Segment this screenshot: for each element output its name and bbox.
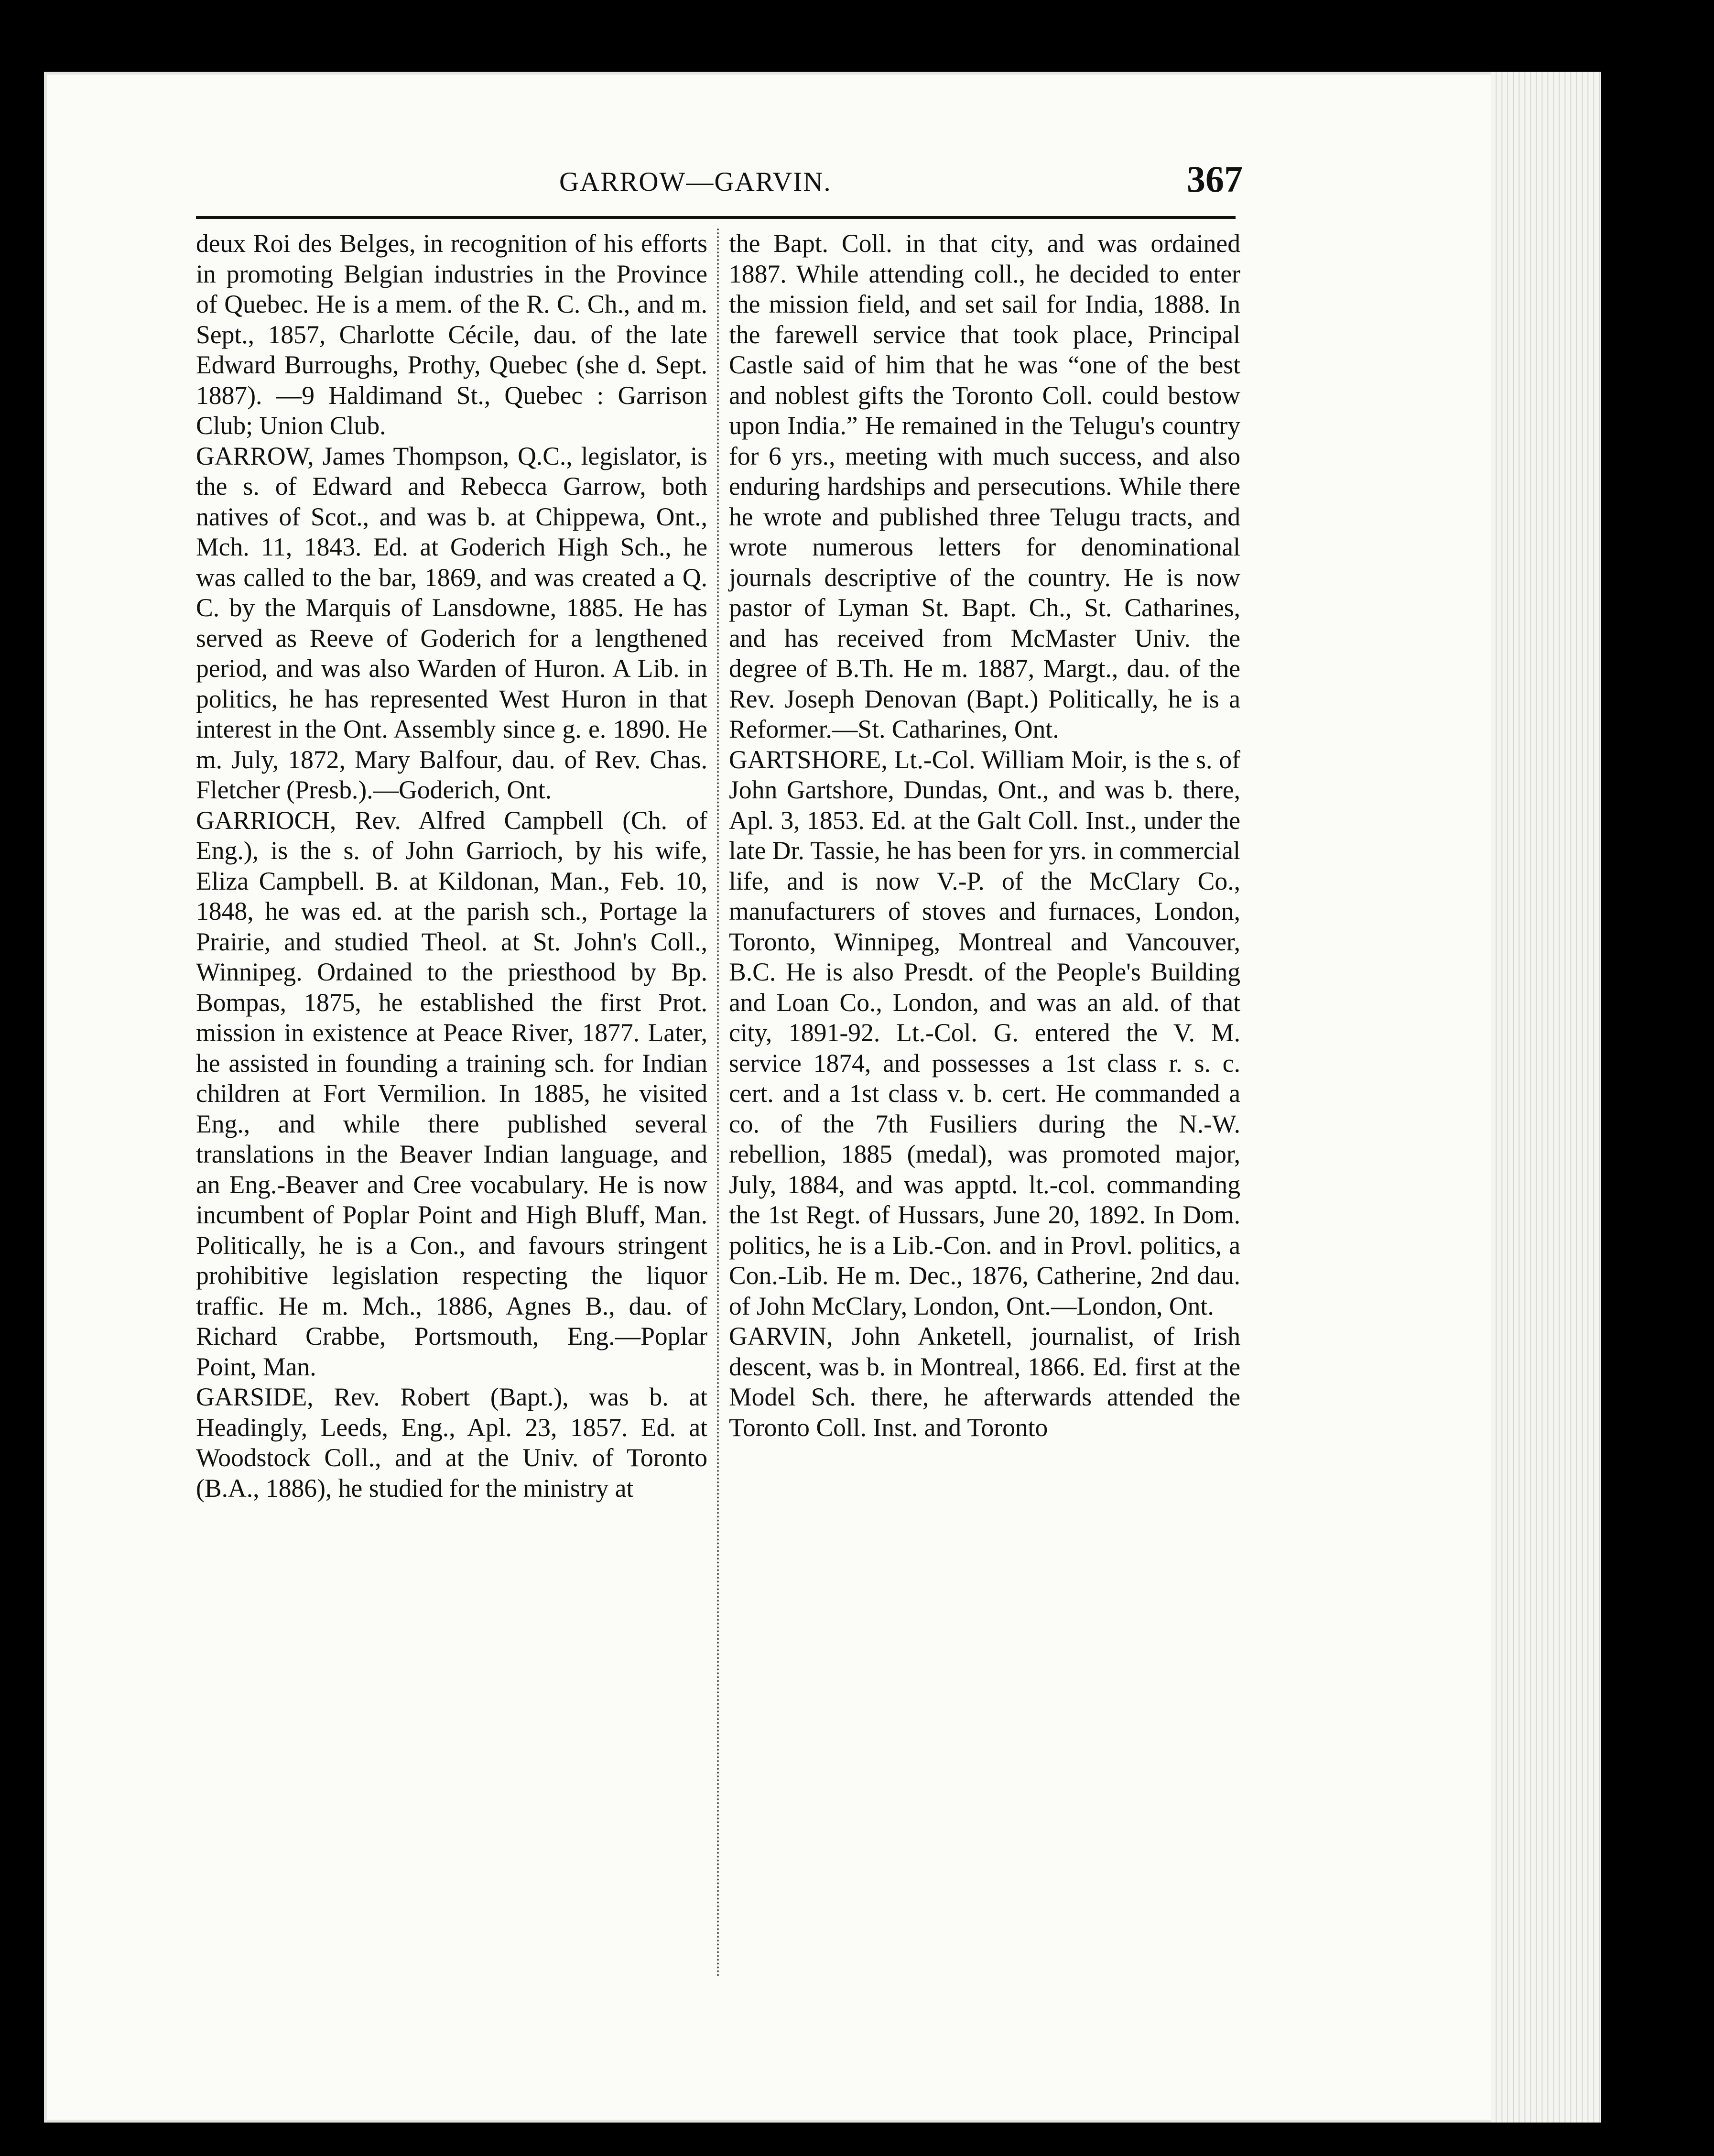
running-head: GARROW—GARVIN. [559,167,832,197]
header-rule [196,216,1236,219]
right-column [729,229,1240,1443]
page-header [196,158,1243,209]
entry-garrow: GARROW, James Thompson, Q.C., legislator, is the s. of Edward and Rebecca Garrow, both natives of Scot., and was b. at Chippewa, Ont., Mch. 11, 1843. Ed. at Goderich High Sch., he was called to the bar, 1869, and was created a Q. C. by the Marquis of Lansdowne, 1885. He has served as Reeve of Goderich for a lengthened period, and was also Warden of Huron. A Lib. in politics, he has represented West Huron in that interest in the Ont. Assembly since g. e. 1890. He m. July, 1872, Mary Balfour, dau. of Rev. Chas. Fletcher (Presb.).—Goderich, Ont. [196,441,707,804]
entry-garvin: GARVIN, John Anketell, journalist, of Irish descent, was b. in Montreal, 1866. Ed. first at the Model Sch. there, he afterwards attended the Toronto Coll. Inst. and Toronto [729,1322,1240,1442]
entry-gartshore: GARTSHORE, Lt.-Col. William Moir, is the s. of John Gartshore, Dundas, Ont., and was b. there, Apl. 3, 1853. Ed. at the Galt Coll. Inst., under the late Dr. Tassie, he has been for yrs. in commercial life, and is now V.-P. of the McClary Co., manufacturers of stoves and furnaces, London, Toronto, Winnipeg, Montreal and Vancouver, B.C. He is also Presdt. of the People's Building and Loan Co., London, and was an ald. of that city, 1891-92. Lt.-Col. G. entered the V. M. service 1874, and possesses a 1st class r. s. c. cert. and a 1st class v. b. cert. He commanded a co. of the 7th Fusiliers during the N.-W. rebellion, 1885 (medal), was promoted major, July, 1884, and was apptd. lt.-col. commanding the 1st Regt. of Hussars, June 20, 1892. In Dom. politics, he is a Lib.-Con. and in Provl. politics, a Con.-Lib. He m. Dec., 1876, Catherine, 2nd dau. of John McClary, London, Ont.—London, Ont. [729,745,1240,1320]
entry-garside: GARSIDE, Rev. Robert (Bapt.), was b. at Headingly, Leeds, Eng., Apl. 23, 1857. Ed. at Woodstock Coll., and at the Univ. of Toronto (B.A., 1886), he studied for the ministry at [196,1383,707,1503]
entry-garside-continued: the Bapt. Coll. in that city, and was ordained 1887. While attending coll., he decided to enter the mission field, and set sail for India, 1888. In the farewell service that took place, Principal Castle said of him that he was “one of the best and noblest gifts the Toronto Coll. could bestow upon India.” He remained in the Telugu's country for 6 yrs., meeting with much success, and also enduring hardships and persecutions. While there he wrote and published three Telugu tracts, and wrote numerous letters for denominational journals descriptive of the country. He is now pastor of Lyman St. Bapt. Ch., St. Catharines, and has received from McMaster Univ. the degree of B.Th. He m. 1887, Margt., dau. of the Rev. Joseph Denovan (Bapt.) Politically, he is a Reformer.—St. Catharines, Ont. [729,229,1240,743]
page-number: 367 [1187,158,1243,200]
page-edge [1491,72,1601,2123]
entry-continued: deux Roi des Belges, in recognition of his efforts in promoting Belgian industries in the Province of Quebec. He is a mem. of the R. C. Ch., and m. Sept., 1857, Charlotte Cécile, dau. of the late Edward Burroughs, Prothy, Quebec (she d. Sept. 1887). —9 Haldimand St., Quebec : Garrison Club; Union Club. [196,229,707,440]
column-divider [717,229,719,1978]
entry-garrioch: GARRIOCH, Rev. Alfred Campbell (Ch. of Eng.), is the s. of John Garrioch, by his wife, Eliza Campbell. B. at Kildonan, Man., Feb. 10, 1848, he was ed. at the parish sch., Portage la Prairie, and studied Theol. at St. John's Coll., Winnipeg. Ordained to the priesthood by Bp. Bompas, 1875, he established the first Prot. mission in existence at Peace River, 1877. Later, he assisted in founding a training sch. for Indian children at Fort Vermilion. In 1885, he visited Eng., and while there published several translations in the Beaver Indian language, and an Eng.-Beaver and Cree vocabulary. He is now incumbent of Poplar Point and High Bluff, Man. Politically, he is a Con., and favours stringent prohibitive legislation respecting the liquor traffic. He m. Mch., 1886, Agnes B., dau. of Richard Crabbe, Portsmouth, Eng.—Poplar Point, Man. [196,806,707,1381]
left-column [196,229,707,1503]
